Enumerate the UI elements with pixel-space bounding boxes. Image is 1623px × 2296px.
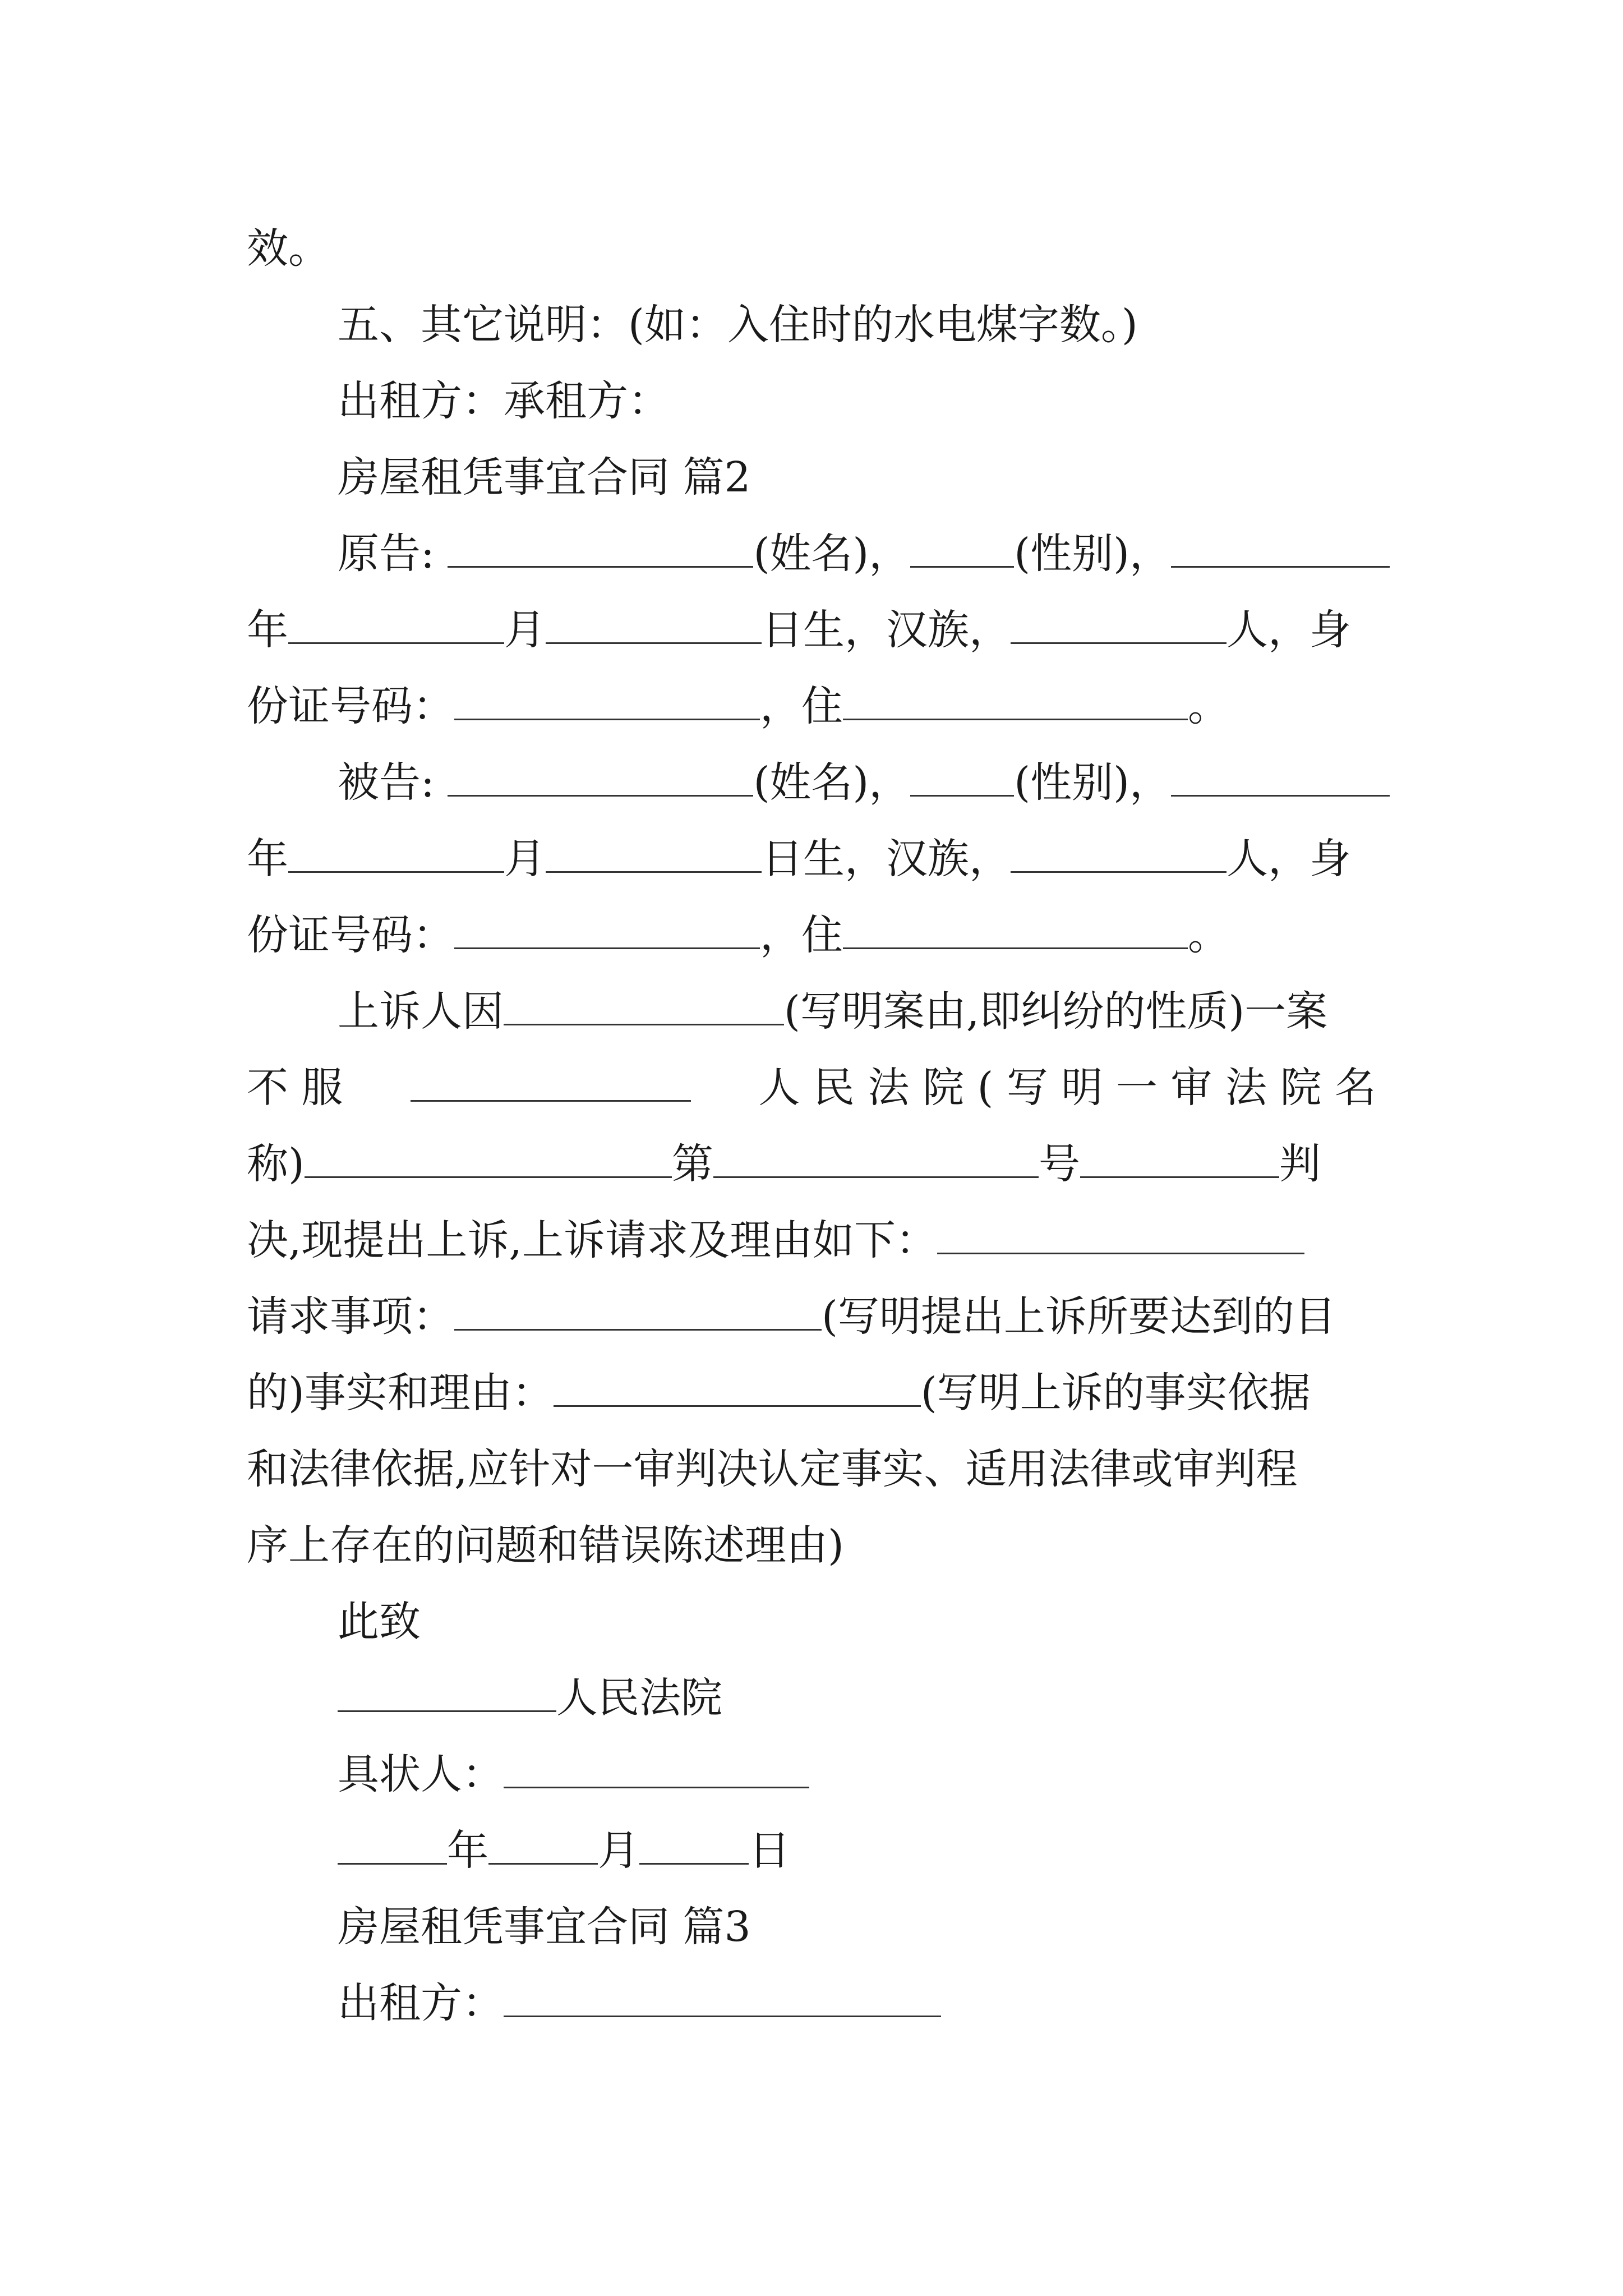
- month-label: 月: [504, 835, 546, 883]
- signatures-line: 出租方：承租方：: [338, 377, 670, 425]
- blank-field[interactable]: [713, 1134, 1039, 1178]
- gender-label: (性别)，: [1014, 530, 1171, 578]
- blank-field[interactable]: [454, 905, 760, 949]
- name-label: (姓名)，: [753, 530, 911, 578]
- plaintiff-label: 原告:: [338, 530, 435, 578]
- blank-field[interactable]: [338, 1668, 556, 1712]
- born-label: 日生，汉族，: [762, 835, 1011, 883]
- other-notes-line: 五、其它说明：(如：入住时的水电煤字数。): [338, 301, 1138, 349]
- request-text: (写明上诉的事实依据: [920, 1369, 1311, 1417]
- period: 。: [1188, 911, 1229, 959]
- appeal-text: 第: [671, 1140, 713, 1188]
- date-line: [338, 1811, 790, 1890]
- blank-field[interactable]: [910, 523, 1014, 568]
- blank-field[interactable]: [504, 981, 784, 1025]
- blank-field[interactable]: [937, 1210, 1304, 1254]
- defendant-label: 被告:: [338, 758, 435, 807]
- blank-field[interactable]: [454, 676, 760, 720]
- blank-field[interactable]: [504, 1744, 809, 1788]
- blank-field[interactable]: [1011, 829, 1227, 873]
- year-label: 年: [247, 835, 288, 883]
- court-line: [338, 1658, 722, 1738]
- birth-line: [247, 819, 1351, 899]
- blank-field[interactable]: [504, 1973, 941, 2017]
- blank-field[interactable]: [1011, 600, 1227, 644]
- appeal-line-2: [247, 1048, 1376, 1128]
- appeal-text: 决,现提出上诉,上诉请求及理由如下：: [247, 1216, 938, 1264]
- address-label: ，住: [760, 911, 843, 959]
- blank-field[interactable]: [843, 676, 1188, 720]
- appeal-line-1: [338, 972, 1327, 1051]
- blank-field[interactable]: [338, 1820, 447, 1865]
- gender-label: (性别)，: [1014, 758, 1171, 807]
- lessor-line: [338, 1963, 941, 2043]
- appeal-text: 判: [1279, 1140, 1321, 1188]
- signer-line: [338, 1734, 809, 1814]
- blank-field[interactable]: [546, 829, 762, 873]
- born-label: 日生，汉族，: [762, 606, 1011, 654]
- address-label: ，住: [760, 682, 843, 730]
- year-label: 年: [447, 1826, 488, 1875]
- request-line-1: [247, 1277, 1336, 1356]
- request-text: 的)事实和理由：: [247, 1369, 554, 1417]
- appeal-text: 号: [1038, 1140, 1080, 1188]
- id-label: 份证号码：: [247, 682, 454, 730]
- day-label: 日: [749, 1826, 790, 1875]
- month-label: 月: [504, 606, 546, 654]
- id-label: 份证号码：: [247, 911, 454, 959]
- appeal-text: 不 服: [247, 1064, 343, 1112]
- blank-field[interactable]: [448, 523, 753, 568]
- blank-field[interactable]: [305, 1134, 672, 1178]
- request-text: 请求事项：: [247, 1292, 454, 1341]
- appeal-text: (写明案由,即纠纷的性质)一案: [784, 987, 1328, 1036]
- blank-field[interactable]: [454, 1286, 822, 1331]
- blank-field[interactable]: [639, 1820, 749, 1865]
- appeal-line-4: [247, 1200, 1304, 1280]
- request-line-2: [247, 1353, 1311, 1433]
- blank-field[interactable]: [843, 905, 1188, 949]
- person-label: 人，身: [1227, 835, 1351, 883]
- blank-field[interactable]: [411, 1057, 691, 1102]
- year-label: 年: [247, 606, 288, 654]
- lessor-label: 出租方：: [338, 1979, 504, 2027]
- blank-field[interactable]: [448, 752, 753, 797]
- request-text: (写明提出上诉所要达到的目: [822, 1292, 1336, 1341]
- birth-line: [247, 590, 1351, 670]
- signer-label: 具状人：: [338, 1750, 504, 1798]
- blank-field[interactable]: [488, 1820, 598, 1865]
- plaintiff-line: [338, 514, 1390, 593]
- blank-field[interactable]: [1171, 523, 1390, 568]
- blank-field[interactable]: [1171, 752, 1390, 797]
- blank-field[interactable]: [910, 752, 1014, 797]
- defendant-line: [338, 743, 1390, 822]
- blank-field[interactable]: [288, 829, 504, 873]
- appeal-line-3: [247, 1124, 1321, 1204]
- id-line: [247, 895, 1229, 975]
- name-label: (姓名)，: [753, 758, 911, 807]
- salutation: 此致: [338, 1598, 421, 1646]
- request-line-4: 序上存在的问题和错误陈述理由): [247, 1521, 844, 1570]
- blank-field[interactable]: [554, 1363, 921, 1407]
- request-line-3: 和法律依据,应针对一审判决认定事实、适用法律或审判程: [247, 1445, 1298, 1493]
- text-line: 效。: [247, 224, 330, 273]
- appeal-text: 称): [247, 1140, 305, 1188]
- section-title-3: 房屋租凭事宜合同 篇3: [338, 1903, 751, 1951]
- person-label: 人，身: [1227, 606, 1351, 654]
- id-line: [247, 666, 1229, 746]
- month-label: 月: [598, 1826, 639, 1875]
- court-label: 人民法院: [556, 1674, 722, 1722]
- period: 。: [1188, 682, 1229, 730]
- blank-field[interactable]: [546, 600, 762, 644]
- appeal-text: 人 民 法 院 ( 写 明 一 审 法 院 名: [758, 1064, 1376, 1112]
- section-title-2: 房屋租凭事宜合同 篇2: [338, 453, 751, 501]
- blank-field[interactable]: [288, 600, 504, 644]
- appeal-text: 上诉人因: [338, 987, 504, 1036]
- blank-field[interactable]: [1080, 1134, 1279, 1178]
